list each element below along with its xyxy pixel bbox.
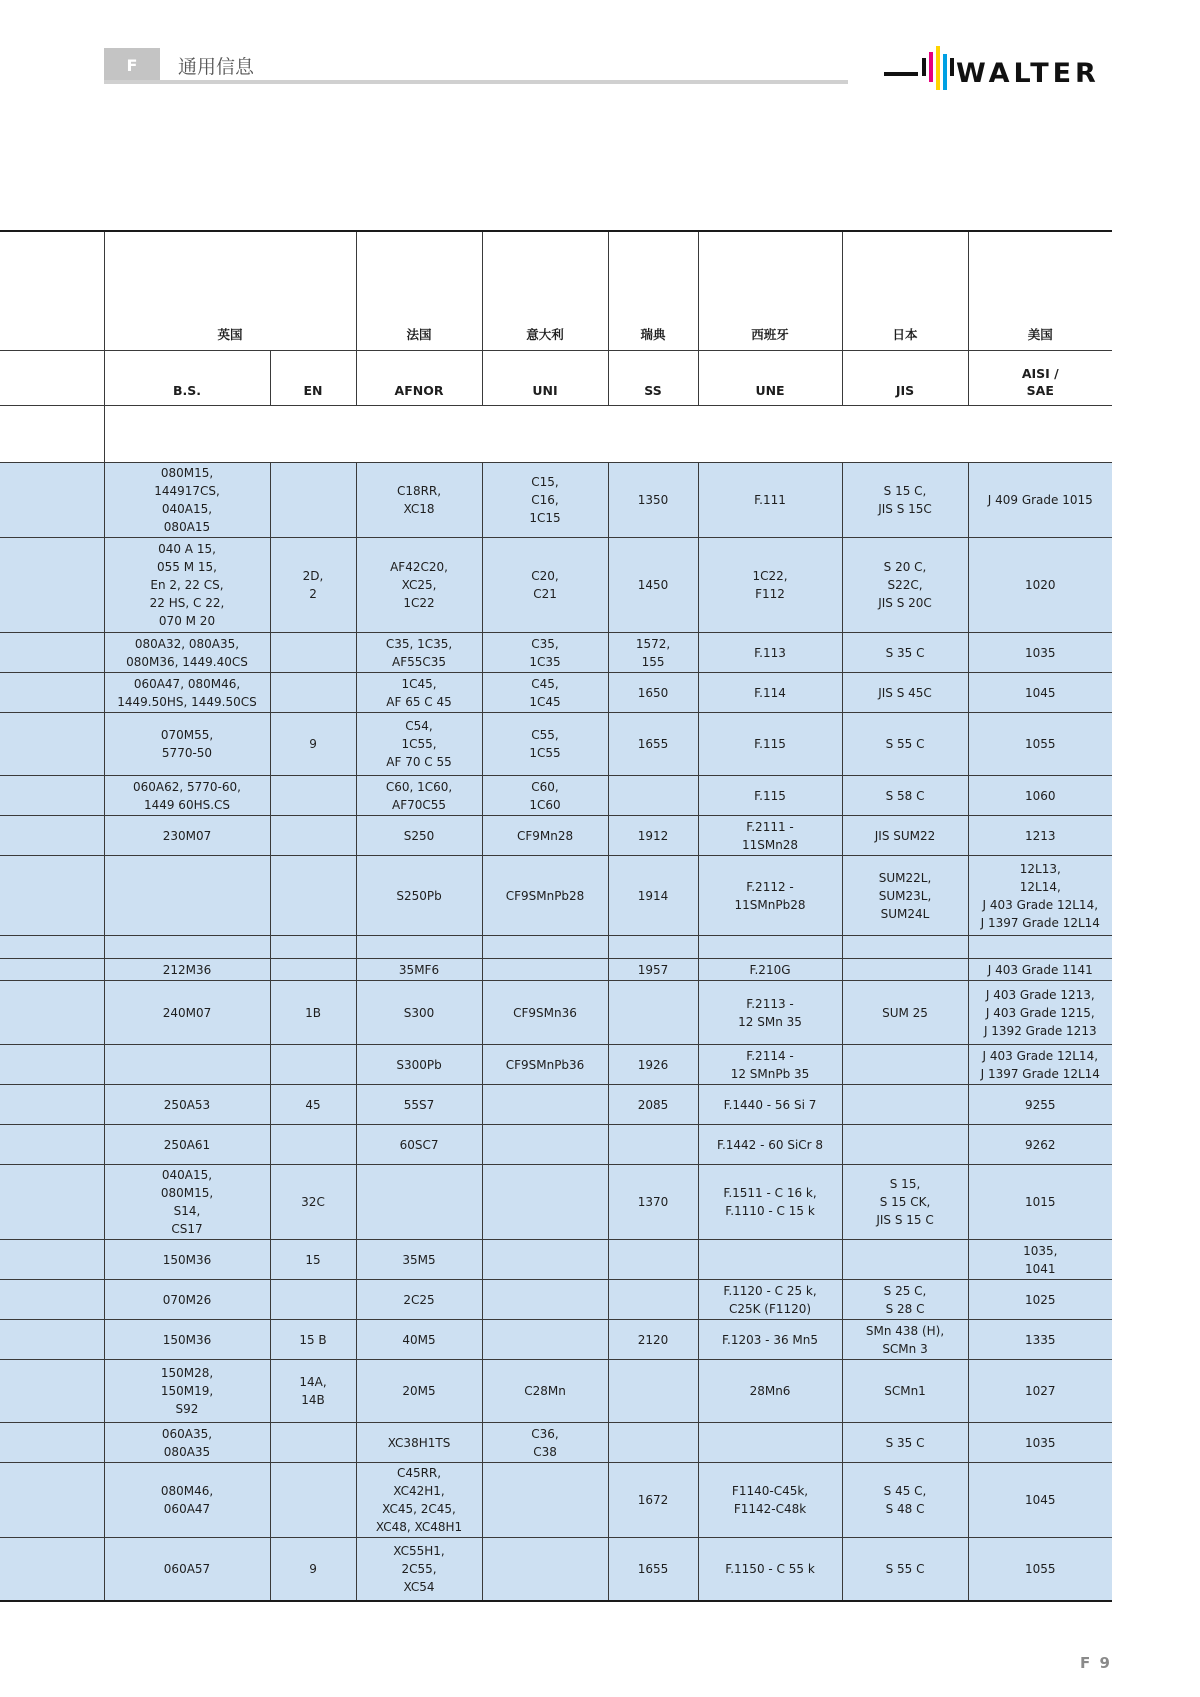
row-label-cell: [0, 1423, 104, 1463]
table-cell: 250A53: [104, 1085, 270, 1125]
table-row: [0, 776, 1112, 816]
table-cell: 070M26: [104, 1280, 270, 1320]
table-cell: 1045: [968, 1463, 1112, 1538]
row-label-cell: [0, 713, 104, 776]
table-cell: 150M36: [104, 1240, 270, 1280]
table-cell: 15: [270, 1240, 356, 1280]
table-row: [0, 673, 1112, 713]
table-cell: [968, 936, 1112, 959]
table-cell: 2120: [608, 1320, 698, 1360]
country-header-it: 意大利: [482, 231, 608, 351]
blank-header-cell: [0, 231, 104, 351]
table-cell: 1450: [608, 538, 698, 633]
country-header-fr: 法国: [356, 231, 482, 351]
table-row: [0, 936, 1112, 959]
table-cell: 060A35, 080A35: [104, 1423, 270, 1463]
section-tab: F: [104, 48, 160, 83]
table-cell: F.210G: [698, 959, 842, 981]
table-cell: 32C: [270, 1165, 356, 1240]
country-header-us: 美国: [968, 231, 1112, 351]
table-cell: [270, 463, 356, 538]
table-row: [0, 1538, 1112, 1602]
table-cell: C45, 1C45: [482, 673, 608, 713]
row-label-cell: [0, 1538, 104, 1602]
table-cell: 040A15, 080M15, S14, CS17: [104, 1165, 270, 1240]
table-cell: 9255: [968, 1085, 1112, 1125]
table-cell: 2D, 2: [270, 538, 356, 633]
table-cell: [270, 959, 356, 981]
row-label-cell: [0, 463, 104, 538]
table-cell: S 15 C, JIS S 15C: [842, 463, 968, 538]
table-cell: F.115: [698, 776, 842, 816]
table-cell: 15 B: [270, 1320, 356, 1360]
table-cell: 212M36: [104, 959, 270, 981]
table-cell: [482, 1165, 608, 1240]
table-cell: [842, 1240, 968, 1280]
table-cell: 1C22, F112: [698, 538, 842, 633]
table-cell: C20, C21: [482, 538, 608, 633]
section-title: 通用信息: [178, 56, 255, 78]
table-cell: 1572, 155: [608, 633, 698, 673]
table-cell: [842, 1125, 968, 1165]
row-label-cell: [0, 981, 104, 1045]
table-cell: 1035, 1041: [968, 1240, 1112, 1280]
table-row: [0, 1125, 1112, 1165]
standard-header: AISI / SAE: [968, 351, 1112, 406]
table-cell: 1957: [608, 959, 698, 981]
table-cell: 1035: [968, 1423, 1112, 1463]
table-cell: S 58 C: [842, 776, 968, 816]
table-cell: [482, 959, 608, 981]
table-cell: [842, 936, 968, 959]
table-cell: 060A62, 5770-60, 1449 60HS.CS: [104, 776, 270, 816]
country-header-se: 瑞典: [608, 231, 698, 351]
table-cell: S 35 C: [842, 1423, 968, 1463]
table-cell: 230M07: [104, 816, 270, 856]
table-cell: C15, C16, 1C15: [482, 463, 608, 538]
table-cell: 150M28, 150M19, S92: [104, 1360, 270, 1423]
row-label-cell: [0, 1045, 104, 1085]
table-row: [0, 713, 1112, 776]
table-cell: J 403 Grade 1213, J 403 Grade 1215, J 1392 Grade 1213: [968, 981, 1112, 1045]
table-cell: F.2112 - 11SMnPb28: [698, 856, 842, 936]
table-row: [0, 1085, 1112, 1125]
table-cell: [698, 1240, 842, 1280]
table-cell: F.1442 - 60 SiCr 8: [698, 1125, 842, 1165]
table-cell: C45RR, XC42H1, XC45, 2C45, XC48, XC48H1: [356, 1463, 482, 1538]
table-cell: S 55 C: [842, 1538, 968, 1602]
table-cell: [270, 936, 356, 959]
row-label-cell: [0, 1360, 104, 1423]
table-cell: F.2113 - 12 SMn 35: [698, 981, 842, 1045]
table-cell: [608, 1240, 698, 1280]
table-cell: [482, 936, 608, 959]
table-row: [0, 1280, 1112, 1320]
table-cell: 070M55, 5770-50: [104, 713, 270, 776]
table-cell: 40M5: [356, 1320, 482, 1360]
table-cell: [608, 936, 698, 959]
table-cell: [270, 1045, 356, 1085]
table-cell: 20M5: [356, 1360, 482, 1423]
table-cell: [608, 1280, 698, 1320]
row-label-cell: [0, 856, 104, 936]
table-cell: 1055: [968, 713, 1112, 776]
table-cell: [270, 816, 356, 856]
table-cell: [270, 1125, 356, 1165]
table-row: [0, 816, 1112, 856]
table-cell: 250A61: [104, 1125, 270, 1165]
table-cell: SUM22L, SUM23L, SUM24L: [842, 856, 968, 936]
blank-header-cell: [0, 351, 104, 406]
table-row: [0, 981, 1112, 1045]
table-cell: 55S7: [356, 1085, 482, 1125]
table-cell: CF9Mn28: [482, 816, 608, 856]
table-row: [0, 1320, 1112, 1360]
table-cell: F.113: [698, 633, 842, 673]
table-cell: 1027: [968, 1360, 1112, 1423]
table-cell: [104, 1045, 270, 1085]
table-cell: S 55 C: [842, 713, 968, 776]
spacer-cell: [104, 406, 1112, 463]
table-cell: [270, 633, 356, 673]
table-cell: SUM 25: [842, 981, 968, 1045]
standard-header: SS: [608, 351, 698, 406]
table-cell: [482, 1538, 608, 1602]
country-header-jp: 日本: [842, 231, 968, 351]
row-label-cell: [0, 1085, 104, 1125]
table-row: [0, 463, 1112, 538]
standard-header: UNE: [698, 351, 842, 406]
table-cell: 1914: [608, 856, 698, 936]
table-cell: 28Mn6: [698, 1360, 842, 1423]
table-cell: S 20 C, S22C, JIS S 20C: [842, 538, 968, 633]
country-header-uk: 英国: [104, 231, 356, 351]
table-cell: 9262: [968, 1125, 1112, 1165]
table-cell: [482, 1240, 608, 1280]
table-cell: AF42C20, XC25, 1C22: [356, 538, 482, 633]
table-row: [0, 1360, 1112, 1423]
table-cell: C35, 1C35, AF55C35: [356, 633, 482, 673]
table-cell: 1060: [968, 776, 1112, 816]
standard-header: JIS: [842, 351, 968, 406]
table-row: [0, 856, 1112, 936]
page-number: F 9: [1080, 1654, 1112, 1672]
table-cell: S250: [356, 816, 482, 856]
table-row: [0, 1165, 1112, 1240]
standard-header: AFNOR: [356, 351, 482, 406]
header-rule: [104, 80, 848, 84]
table-cell: 1655: [608, 1538, 698, 1602]
table-cell: [270, 856, 356, 936]
table-cell: [842, 959, 968, 981]
table-cell: 060A57: [104, 1538, 270, 1602]
table-cell: F.1203 - 36 Mn5: [698, 1320, 842, 1360]
table-cell: [698, 936, 842, 959]
table-cell: 1045: [968, 673, 1112, 713]
table-cell: 35M5: [356, 1240, 482, 1280]
table-cell: 080M15, 144917CS, 040A15, 080A15: [104, 463, 270, 538]
country-header-es: 西班牙: [698, 231, 842, 351]
table-cell: [482, 1463, 608, 1538]
table-cell: 9: [270, 1538, 356, 1602]
table-cell: [270, 1463, 356, 1538]
table-cell: [104, 856, 270, 936]
table-cell: F.1120 - C 25 k, C25K (F1120): [698, 1280, 842, 1320]
table-cell: F1140-C45k, F1142-C48k: [698, 1463, 842, 1538]
table-cell: XC55H1, 2C55, XC54: [356, 1538, 482, 1602]
table-cell: CF9SMnPb36: [482, 1045, 608, 1085]
table-cell: [608, 981, 698, 1045]
table-cell: F.1440 - 56 Si 7: [698, 1085, 842, 1125]
table-cell: C54, 1C55, AF 70 C 55: [356, 713, 482, 776]
row-label-cell: [0, 959, 104, 981]
material-equivalence-table: [0, 230, 1112, 1602]
table-cell: C28Mn: [482, 1360, 608, 1423]
table-cell: S300Pb: [356, 1045, 482, 1085]
table-cell: SMn 438 (H), SCMn 3: [842, 1320, 968, 1360]
table-row: [0, 1463, 1112, 1538]
table-cell: F.115: [698, 713, 842, 776]
table-cell: [270, 1423, 356, 1463]
table-cell: JIS SUM22: [842, 816, 968, 856]
table-cell: JIS S 45C: [842, 673, 968, 713]
row-label-cell: [0, 816, 104, 856]
standard-header: EN: [270, 351, 356, 406]
table-cell: F.114: [698, 673, 842, 713]
table-cell: 1370: [608, 1165, 698, 1240]
table-cell: 1335: [968, 1320, 1112, 1360]
table-cell: [608, 1423, 698, 1463]
table-cell: 1655: [608, 713, 698, 776]
table-cell: 1672: [608, 1463, 698, 1538]
table-cell: 1350: [608, 463, 698, 538]
table-cell: [608, 1360, 698, 1423]
table-cell: C60, 1C60: [482, 776, 608, 816]
table-cell: CF9SMn36: [482, 981, 608, 1045]
blank-cell: [0, 406, 104, 463]
table-cell: 2085: [608, 1085, 698, 1125]
table-cell: [482, 1085, 608, 1125]
table-cell: [270, 1280, 356, 1320]
table-cell: [270, 673, 356, 713]
table-cell: S 35 C: [842, 633, 968, 673]
table-cell: [608, 1125, 698, 1165]
table-row: [0, 1240, 1112, 1280]
table-cell: 1015: [968, 1165, 1112, 1240]
table-row: [0, 1045, 1112, 1085]
table-cell: F.2111 - 11SMn28: [698, 816, 842, 856]
brand-name: WALTER: [956, 58, 1100, 89]
table-cell: [270, 776, 356, 816]
table-row: [0, 633, 1112, 673]
row-label-cell: [0, 538, 104, 633]
table-cell: [356, 936, 482, 959]
table-body: [0, 463, 1112, 1602]
row-label-cell: [0, 1125, 104, 1165]
row-label-cell: [0, 1240, 104, 1280]
table-cell: 080A32, 080A35, 080M36, 1449.40CS: [104, 633, 270, 673]
table-cell: [608, 776, 698, 816]
table-cell: C35, 1C35: [482, 633, 608, 673]
table-cell: 080M46, 060A47: [104, 1463, 270, 1538]
row-label-cell: [0, 673, 104, 713]
table-cell: 1650: [608, 673, 698, 713]
table-cell: 1C45, AF 65 C 45: [356, 673, 482, 713]
table-cell: XC38H1TS: [356, 1423, 482, 1463]
table-cell: 12L13, 12L14, J 403 Grade 12L14, J 1397 Grade 12L14: [968, 856, 1112, 936]
table-cell: [698, 1423, 842, 1463]
table-cell: 1912: [608, 816, 698, 856]
standard-header: B.S.: [104, 351, 270, 406]
row-label-cell: [0, 936, 104, 959]
table-cell: F.2114 - 12 SMnPb 35: [698, 1045, 842, 1085]
table-cell: 1213: [968, 816, 1112, 856]
table-cell: 1055: [968, 1538, 1112, 1602]
table-cell: C36, C38: [482, 1423, 608, 1463]
row-label-cell: [0, 633, 104, 673]
table-cell: C55, 1C55: [482, 713, 608, 776]
table-row: [0, 538, 1112, 633]
table-cell: 1926: [608, 1045, 698, 1085]
table-cell: J 403 Grade 12L14, J 1397 Grade 12L14: [968, 1045, 1112, 1085]
row-label-cell: [0, 1320, 104, 1360]
table-cell: [482, 1320, 608, 1360]
table-cell: [482, 1125, 608, 1165]
row-label-cell: [0, 1165, 104, 1240]
table-cell: 35MF6: [356, 959, 482, 981]
table-cell: 45: [270, 1085, 356, 1125]
table-cell: J 409 Grade 1015: [968, 463, 1112, 538]
table-cell: 14A, 14B: [270, 1360, 356, 1423]
table-cell: [842, 1085, 968, 1125]
table-cell: 60SC7: [356, 1125, 482, 1165]
row-label-cell: [0, 1463, 104, 1538]
table-cell: 240M07: [104, 981, 270, 1045]
table-row: [0, 1423, 1112, 1463]
table-cell: C60, 1C60, AF70C55: [356, 776, 482, 816]
table-cell: S 25 C, S 28 C: [842, 1280, 968, 1320]
table-cell: 1025: [968, 1280, 1112, 1320]
table-cell: 9: [270, 713, 356, 776]
table-cell: SCMn1: [842, 1360, 968, 1423]
table-cell: 1020: [968, 538, 1112, 633]
standard-header: UNI: [482, 351, 608, 406]
table-cell: [482, 1280, 608, 1320]
table-cell: [842, 1045, 968, 1085]
table-cell: 060A47, 080M46, 1449.50HS, 1449.50CS: [104, 673, 270, 713]
table-cell: [104, 936, 270, 959]
table-cell: S 45 C, S 48 C: [842, 1463, 968, 1538]
table-cell: F.1150 - C 55 k: [698, 1538, 842, 1602]
table-cell: S250Pb: [356, 856, 482, 936]
table-cell: 2C25: [356, 1280, 482, 1320]
row-label-cell: [0, 1280, 104, 1320]
table-cell: 1B: [270, 981, 356, 1045]
table-cell: S 15, S 15 CK, JIS S 15 C: [842, 1165, 968, 1240]
table-cell: J 403 Grade 1141: [968, 959, 1112, 981]
table-cell: C18RR, XC18: [356, 463, 482, 538]
table-cell: F.111: [698, 463, 842, 538]
table-cell: F.1511 - C 16 k, F.1110 - C 15 k: [698, 1165, 842, 1240]
table-cell: S300: [356, 981, 482, 1045]
table-cell: 040 A 15, 055 M 15, En 2, 22 CS, 22 HS, C 22, 070 M 20: [104, 538, 270, 633]
table-row: [0, 959, 1112, 981]
row-label-cell: [0, 776, 104, 816]
table-cell: [356, 1165, 482, 1240]
table-cell: 1035: [968, 633, 1112, 673]
table-cell: CF9SMnPb28: [482, 856, 608, 936]
table-cell: 150M36: [104, 1320, 270, 1360]
